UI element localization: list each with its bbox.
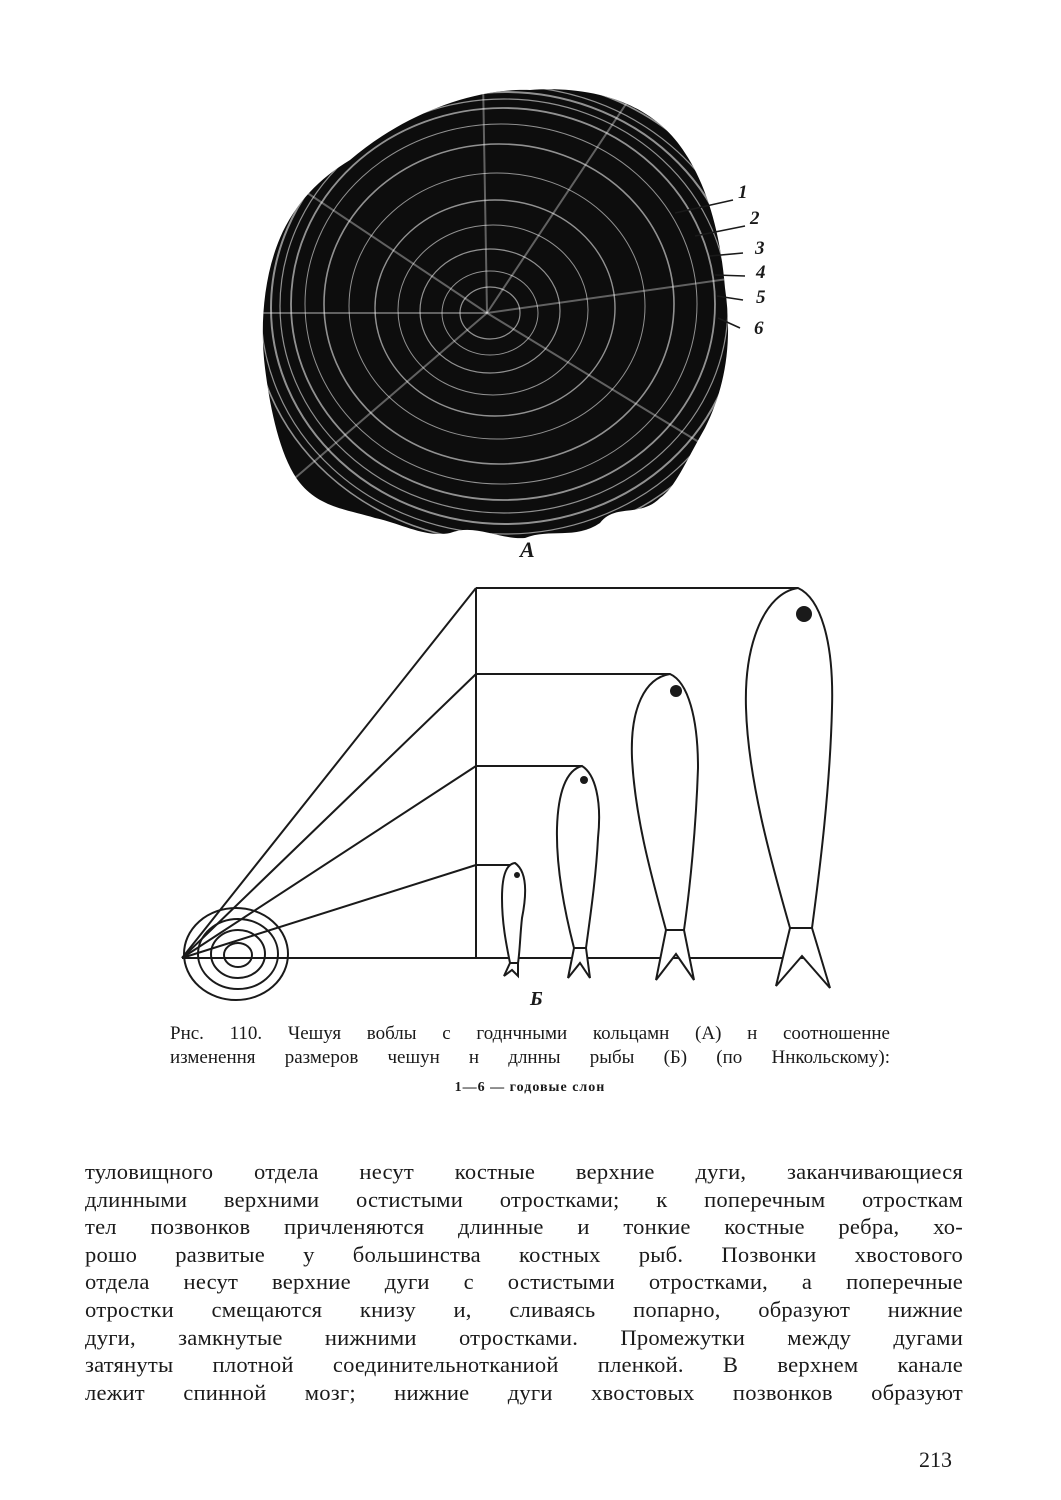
text-line: туловищного отдела несут костные верхние дуги, заканчивающиеся — [85, 1159, 963, 1184]
figure-a-label: А — [520, 537, 535, 562]
ring-label-2: 2 — [750, 208, 760, 229]
text-line: длинными верхними остистыми отростками; к поперечным отросткам — [85, 1186, 963, 1212]
ring-label-4: 4 — [756, 262, 766, 283]
caption-line: Рнс. 110. Чешуя воблы с годнчными кольцамн (А) н соотношенне — [170, 1023, 890, 1044]
caption-legend: 1—6 — годовые слон — [454, 1080, 606, 1095]
text-line: затянуты плотной соединительнотканиой пленкой. В верхнем канале — [85, 1352, 963, 1378]
ring-label-3: 3 — [755, 238, 765, 259]
text-line: отдела несут верхние дуги с остистыми отростками, а поперечные — [85, 1269, 963, 1295]
growth-diagram — [170, 578, 890, 1003]
caption-line: изменення размеров чешун н длнны рыбы (Б) (по Ннкольскому): — [170, 1047, 890, 1068]
figure-b-label: Б — [530, 988, 543, 1010]
scale-illustration — [255, 78, 785, 543]
ring-label-5: 5 — [756, 287, 766, 308]
text-line: дуги, замкнутые нижними отростками. Промежутки между дугами — [85, 1324, 963, 1350]
text-line: тел позвонков причленяются длинные и тонкие костные ребра, хо- — [85, 1214, 963, 1240]
ring-label-1: 1 — [738, 182, 748, 203]
figure-caption — [170, 1022, 890, 1100]
text-line: рошо развитые у большинства костных рыб. Позвонки хвостового — [85, 1241, 963, 1267]
page-number: 213 — [919, 1447, 952, 1472]
text-line: лежит спинной мозг; нижние дуги хвостовых позвонков образуют — [85, 1379, 963, 1405]
body-paragraph — [85, 1158, 963, 1406]
text-line: отростки смещаются книзу и, сливаясь попарно, образуют нижние — [85, 1296, 963, 1322]
ring-label-6: 6 — [754, 318, 764, 339]
